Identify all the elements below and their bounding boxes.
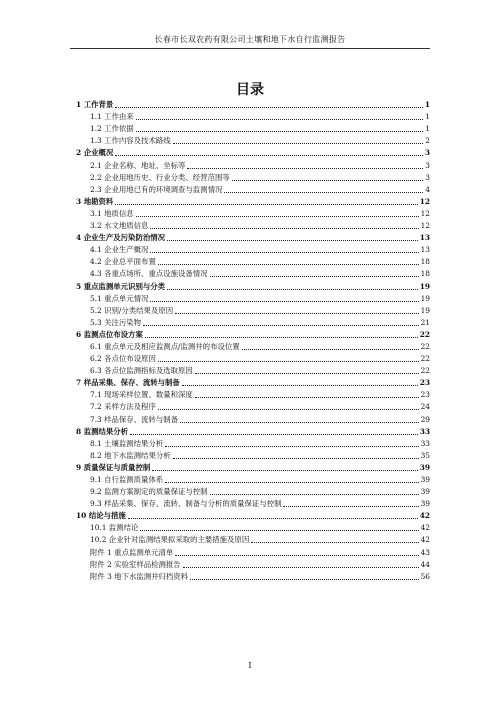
toc-entry-label: 5.3 关注污染物 — [90, 317, 142, 327]
toc-entry-page-number: 19 — [420, 305, 430, 315]
toc-entry[interactable] — [70, 462, 430, 474]
toc-entry[interactable] — [70, 426, 430, 438]
header-rule — [70, 48, 430, 49]
dot-leader — [130, 434, 418, 435]
toc-entry[interactable] — [70, 208, 430, 220]
toc-entry[interactable] — [70, 244, 430, 256]
page-number: I — [248, 661, 252, 670]
toc-entry-page-number: 23 — [420, 390, 430, 400]
toc-entry-label: 8.2 地下水监测结果分析 — [90, 450, 171, 460]
toc-entry[interactable] — [70, 256, 430, 268]
dot-leader — [158, 264, 419, 265]
toc-entry-label: 2.3 企业用地已有的环境调查与监测情况 — [90, 184, 223, 194]
toc-entry-page-number: 3 — [425, 160, 430, 170]
toc-entry-label: 9.3 样品采集、保存、流转、制备与分析的质量保证与控制 — [90, 499, 282, 509]
toc-entry[interactable] — [70, 546, 430, 558]
toc-entry-label: 4.3 各重点场所、重点设施设备情况 — [90, 269, 208, 279]
toc-entry[interactable] — [70, 377, 430, 389]
toc-entry[interactable] — [70, 413, 430, 425]
toc-entry-page-number: 42 — [420, 535, 430, 545]
toc-entry-page-number: 18 — [420, 269, 430, 279]
toc-entry[interactable] — [70, 280, 430, 292]
toc-entry[interactable] — [70, 389, 430, 401]
dot-leader — [187, 168, 423, 169]
toc-entry[interactable] — [70, 317, 430, 329]
dot-leader — [115, 204, 417, 205]
dot-leader — [173, 143, 424, 144]
toc-entry-page-number: 29 — [420, 414, 430, 424]
toc-entry[interactable] — [70, 268, 430, 280]
toc-entry[interactable] — [70, 232, 430, 244]
toc-entry[interactable] — [70, 353, 430, 365]
toc-entry-page-number: 39 — [420, 475, 430, 484]
toc-entry[interactable] — [70, 474, 430, 486]
toc-entry-label: 2 企业概况 — [76, 148, 114, 158]
toc-entry[interactable] — [70, 184, 430, 196]
toc-entry-label: 1 工作背景 — [76, 100, 114, 110]
toc-entry-page-number: 3 — [425, 172, 430, 182]
toc-entry-label: 7 样品采集、保存、流转与制备 — [76, 378, 180, 388]
dot-leader — [242, 349, 419, 350]
toc-entry-label: 3.2 水文地质信息 — [90, 221, 149, 231]
toc-entry-page-number: 12 — [420, 208, 430, 218]
toc-entry-page-number: 19 — [420, 293, 430, 303]
toc-entry-page-number: 1 — [425, 112, 430, 122]
toc-entry-label: 10.2 企业针对监测结果拟采取的主要措施及原因 — [90, 535, 250, 545]
toc-entry-label: 6.1 重点单元及相应监测点/监测井的布设位置 — [90, 341, 240, 351]
toc-entry-page-number: 3 — [424, 148, 430, 158]
toc-entry[interactable] — [70, 123, 430, 135]
toc-entry-label: 10.1 监测结论 — [90, 523, 139, 533]
dot-leader — [283, 506, 418, 507]
toc-entry-label: 6.2 各点位布设原因 — [90, 354, 156, 364]
dot-leader — [167, 289, 418, 290]
toc-entry-label: 8 监测结果分析 — [76, 426, 129, 436]
toc-entry-page-number: 39 — [420, 499, 430, 509]
running-header: 长春市长双农药有限公司土壤和地下水自行监测报告 — [154, 35, 346, 44]
dot-leader — [115, 155, 423, 156]
toc-entry-page-number: 33 — [420, 438, 430, 448]
toc-entry[interactable] — [70, 365, 430, 377]
toc-entry-page-number: 22 — [420, 354, 430, 364]
toc-entry-page-number: 39 — [419, 462, 430, 472]
toc-entry-label: 附件 3 地下水监测井归档资料 — [90, 571, 189, 581]
toc-entry[interactable] — [70, 147, 430, 159]
toc-entry-label: 3 地勘资料 — [76, 196, 114, 206]
toc-entry-page-number: 33 — [419, 426, 430, 436]
dot-leader — [150, 252, 418, 253]
toc-entry-page-number: 42 — [419, 511, 430, 521]
toc-entry-page-number: 21 — [420, 317, 430, 327]
toc-entry-label: 2.1 企业名称、地址、坐标等 — [90, 160, 186, 170]
dot-leader — [136, 119, 424, 120]
toc-entry[interactable] — [70, 522, 430, 534]
toc-entry-page-number: 22 — [420, 341, 430, 351]
toc-entry-label: 6 监测点位布设方案 — [76, 329, 143, 339]
toc-entry-label: 6.3 各点位监测指标及选取原因 — [90, 366, 193, 376]
toc-entry-page-number: 1 — [424, 100, 430, 110]
dot-leader — [182, 385, 418, 386]
toc-entry-label: 2.2 企业用地历史、行业分类、经营范围等 — [90, 172, 230, 182]
dot-leader — [251, 542, 418, 543]
dot-leader — [158, 361, 419, 362]
toc-entry-label: 5 重点监测单元识别与分类 — [76, 281, 166, 291]
dot-leader — [136, 216, 419, 217]
dot-leader — [115, 107, 423, 108]
toc-entry-page-number: 13 — [419, 233, 430, 243]
dot-leader — [210, 276, 419, 277]
dot-leader — [224, 192, 423, 193]
toc-entry-page-number: 39 — [420, 487, 430, 497]
toc-entry-page-number: 35 — [420, 450, 430, 460]
dot-leader — [175, 555, 418, 556]
toc-entry-label: 7.1 现场采样位置、数量和深度 — [90, 390, 193, 400]
toc-entry[interactable] — [70, 450, 430, 462]
toc-entry-page-number: 22 — [419, 329, 430, 339]
dot-leader — [158, 409, 419, 410]
toc-entry[interactable] — [70, 329, 430, 341]
toc-entry-label: 9 质量保证与质量控制 — [76, 462, 151, 472]
toc-entry-label: 4.2 企业总平面布置 — [90, 257, 156, 267]
dot-leader — [190, 579, 419, 580]
dot-leader — [143, 325, 419, 326]
dot-leader — [165, 482, 418, 483]
toc-entry-page-number: 42 — [420, 523, 430, 533]
toc-entry-page-number: 44 — [420, 559, 430, 569]
toc-entry-page-number: 13 — [420, 245, 430, 255]
toc-entry-page-number: 19 — [419, 281, 430, 291]
dot-leader — [232, 180, 424, 181]
toc-entry-label: 3.1 地质信息 — [90, 208, 134, 218]
dot-leader — [195, 373, 419, 374]
toc-entry-label: 1.2 工作依据 — [90, 124, 134, 134]
dot-leader — [136, 131, 424, 132]
table-of-contents — [70, 99, 430, 583]
toc-entry-page-number: 2 — [425, 136, 430, 146]
dot-leader — [210, 494, 419, 495]
toc-entry-page-number: 56 — [420, 571, 430, 581]
toc-entry-page-number: 12 — [419, 196, 430, 206]
toc-entry[interactable] — [70, 571, 430, 583]
toc-entry[interactable] — [70, 172, 430, 184]
toc-entry[interactable] — [70, 99, 430, 111]
toc-entry-label: 1.3 工作内容及技术路线 — [90, 136, 171, 146]
toc-entry[interactable] — [70, 498, 430, 510]
toc-entry-label: 5.2 识别/分类结果及原因 — [90, 305, 174, 315]
toc-entry-label: 9.2 监测方案制定的质量保证与控制 — [90, 487, 208, 497]
toc-entry-page-number: 18 — [420, 257, 430, 267]
dot-leader — [152, 470, 417, 471]
toc-entry-label: 附件 1 重点监测单元清单 — [90, 547, 174, 557]
toc-entry-page-number: 24 — [420, 402, 430, 412]
dot-leader — [180, 422, 419, 423]
toc-entry[interactable] — [70, 135, 430, 147]
toc-entry[interactable] — [70, 438, 430, 450]
toc-entry-page-number: 12 — [420, 221, 430, 231]
toc-entry[interactable] — [70, 293, 430, 305]
dot-leader — [165, 446, 418, 447]
toc-entry-label: 4 企业生产及污染防治情况 — [76, 233, 166, 243]
toc-entry-label: 5.1 重点单元情况 — [90, 293, 149, 303]
dot-leader — [173, 458, 419, 459]
dot-leader — [150, 228, 418, 229]
toc-entry-label: 9.1 自行监测质量体系 — [90, 475, 164, 484]
toc-entry[interactable] — [70, 220, 430, 232]
dot-leader — [195, 397, 419, 398]
toc-entry-label: 10 结论与措施 — [76, 511, 126, 521]
toc-entry-label: 8.1 土壤监测结果分析 — [90, 438, 164, 448]
toc-entry[interactable] — [70, 486, 430, 498]
toc-entry[interactable] — [70, 159, 430, 171]
toc-entry-page-number: 43 — [420, 547, 430, 557]
toc-title: 目录 — [236, 82, 264, 98]
toc-entry-label: 7.3 样品保存、流转与制备 — [90, 414, 179, 424]
toc-entry[interactable] — [70, 559, 430, 571]
toc-entry-page-number: 4 — [425, 184, 430, 194]
toc-entry[interactable] — [70, 510, 430, 522]
dot-leader — [128, 518, 418, 519]
dot-leader — [183, 567, 419, 568]
toc-entry-page-number: 23 — [419, 378, 430, 388]
toc-entry-label: 7.2 采样方法及程序 — [90, 402, 156, 412]
toc-entry[interactable] — [70, 341, 430, 353]
toc-entry[interactable] — [70, 111, 430, 123]
dot-leader — [140, 530, 418, 531]
dot-leader — [167, 240, 418, 241]
toc-entry-label: 4.1 企业生产概况 — [90, 245, 149, 255]
toc-entry[interactable] — [70, 196, 430, 208]
dot-leader — [150, 301, 418, 302]
toc-entry-label: 1.1 工作由来 — [90, 112, 134, 122]
toc-entry-page-number: 22 — [420, 366, 430, 376]
toc-entry[interactable] — [70, 534, 430, 546]
dot-leader — [145, 337, 418, 338]
toc-entry[interactable] — [70, 305, 430, 317]
toc-entry-label: 附件 2 实验室样品检测报告 — [90, 559, 181, 569]
dot-leader — [175, 313, 418, 314]
toc-entry[interactable] — [70, 401, 430, 413]
toc-entry-page-number: 1 — [425, 124, 430, 134]
